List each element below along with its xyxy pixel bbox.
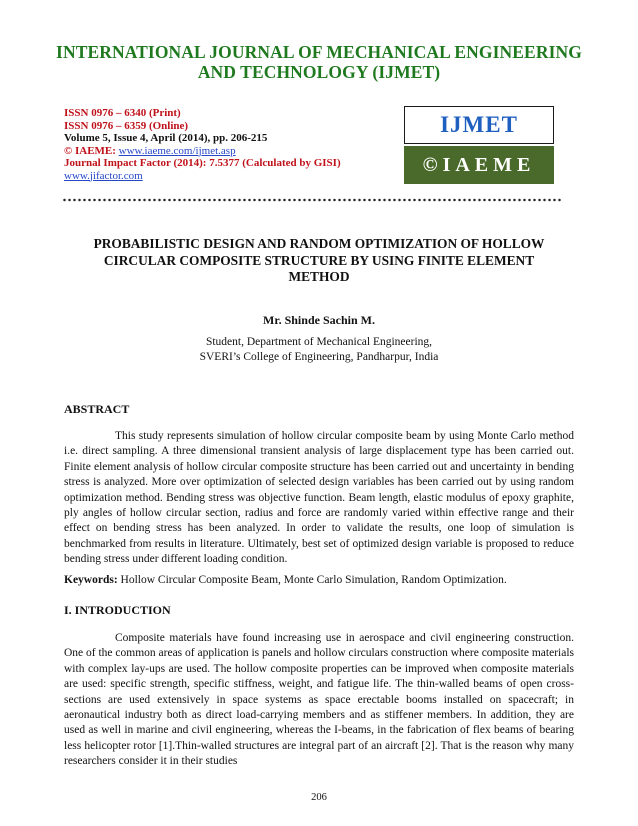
keywords-text: Hollow Circular Composite Beam, Monte Carlo Simulation, Random Optimization. bbox=[117, 574, 507, 586]
paper-title-line1: PROBABILISTIC DESIGN AND RANDOM OPTIMIZATION OF HOLLOW bbox=[93, 236, 545, 251]
page-number: 206 bbox=[311, 792, 327, 803]
affiliation-line2: SVERI’s College of Engineering, Pandharpur, India bbox=[199, 351, 439, 363]
journal-title-line2: AND TECHNOLOGY (IJMET) bbox=[197, 62, 441, 82]
issn-print: ISSN 0976 – 6340 (Print) bbox=[64, 107, 181, 119]
journal-title-line1: INTERNATIONAL JOURNAL OF MECHANICAL ENGINEERING bbox=[56, 42, 582, 62]
journal-meta bbox=[64, 107, 394, 182]
introduction-text: Composite materials have found increasing use in aerospace and civil engineering construction. One of the common areas of application is panels and hollow circulars construction where composite materials with complex lay-ups are used. The hollow composite properties can be improved when composite materials are used: specific strength, specific stiffness, weight, and fatigue life. The thin-walled beams of open cross-sections are used extensively in space systems as space erectable booms installed on spacecraft; in aeronautical industry both as direct load-carrying members and as stiffener members. In addition, they are used as well in marine and civil engineering, whereas the I-beams, in the fabrication of flex beams of bearing less helicopter rotor [1].Thin-walled structures are integral part of an aircraft [2]. That is the reason why many researchers consider it in their studies bbox=[64, 632, 574, 768]
keywords-label: Keywords: bbox=[64, 574, 118, 586]
paper-title-line2: CIRCULAR COMPOSITE STRUCTURE BY USING FINITE ELEMENT bbox=[103, 252, 535, 268]
iaeme-line bbox=[64, 145, 394, 158]
paper-title bbox=[70, 236, 568, 286]
paper-title-line3: METHOD bbox=[288, 269, 350, 284]
abstract-heading: ABSTRACT bbox=[64, 402, 130, 416]
author-affiliation bbox=[0, 335, 638, 365]
dotted-divider bbox=[62, 198, 562, 202]
logo-bottom-text: ©IAEME bbox=[404, 146, 554, 184]
jifactor-link[interactable]: www.jifactor.com bbox=[64, 169, 143, 182]
ijmet-logo bbox=[404, 106, 554, 184]
affiliation-line1: Student, Department of Mechanical Engineering, bbox=[205, 336, 433, 348]
logo-top-text: IJMET bbox=[404, 106, 554, 144]
abstract-text: This study represents simulation of hollow circular composite beam by using Monte Carlo method i.e. direct sampling. A three dimensional transient analysis of large displacement type has been carried out. Finite element analysis of hollow circular composite structure has been carried out and uncertainty in bending stress is analyzed. More over optimization of selected design variables has been carried out by using random optimization method. Bending stress was objective function. Beam length, elastic modulus of epoxy graphite, ply angles of hollow circular section, radius and force are randomly varied within effective range and their effect on bending stress has been analyzed. In order to validate the results, one loop of simulation is benchmarked from results in literature. Ultimately, best set of optimized design variable is proposed to reduce bending stress under different loading condition. bbox=[64, 430, 574, 566]
impact-factor: Journal Impact Factor (2014): 7.5377 (Calculated by GISI) bbox=[64, 157, 341, 169]
iaeme-label: © IAEME: bbox=[64, 144, 119, 157]
iaeme-link[interactable]: www.iaeme.com/ijmet.asp bbox=[118, 144, 236, 157]
volume-info: Volume 5, Issue 4, April (2014), pp. 206-215 bbox=[64, 132, 268, 144]
author-name: Mr. Shinde Sachin M. bbox=[263, 313, 375, 327]
introduction-heading: I. INTRODUCTION bbox=[64, 603, 171, 617]
journal-title bbox=[0, 42, 638, 82]
issn-online: ISSN 0976 – 6359 (Online) bbox=[64, 119, 189, 132]
keywords bbox=[64, 574, 574, 586]
